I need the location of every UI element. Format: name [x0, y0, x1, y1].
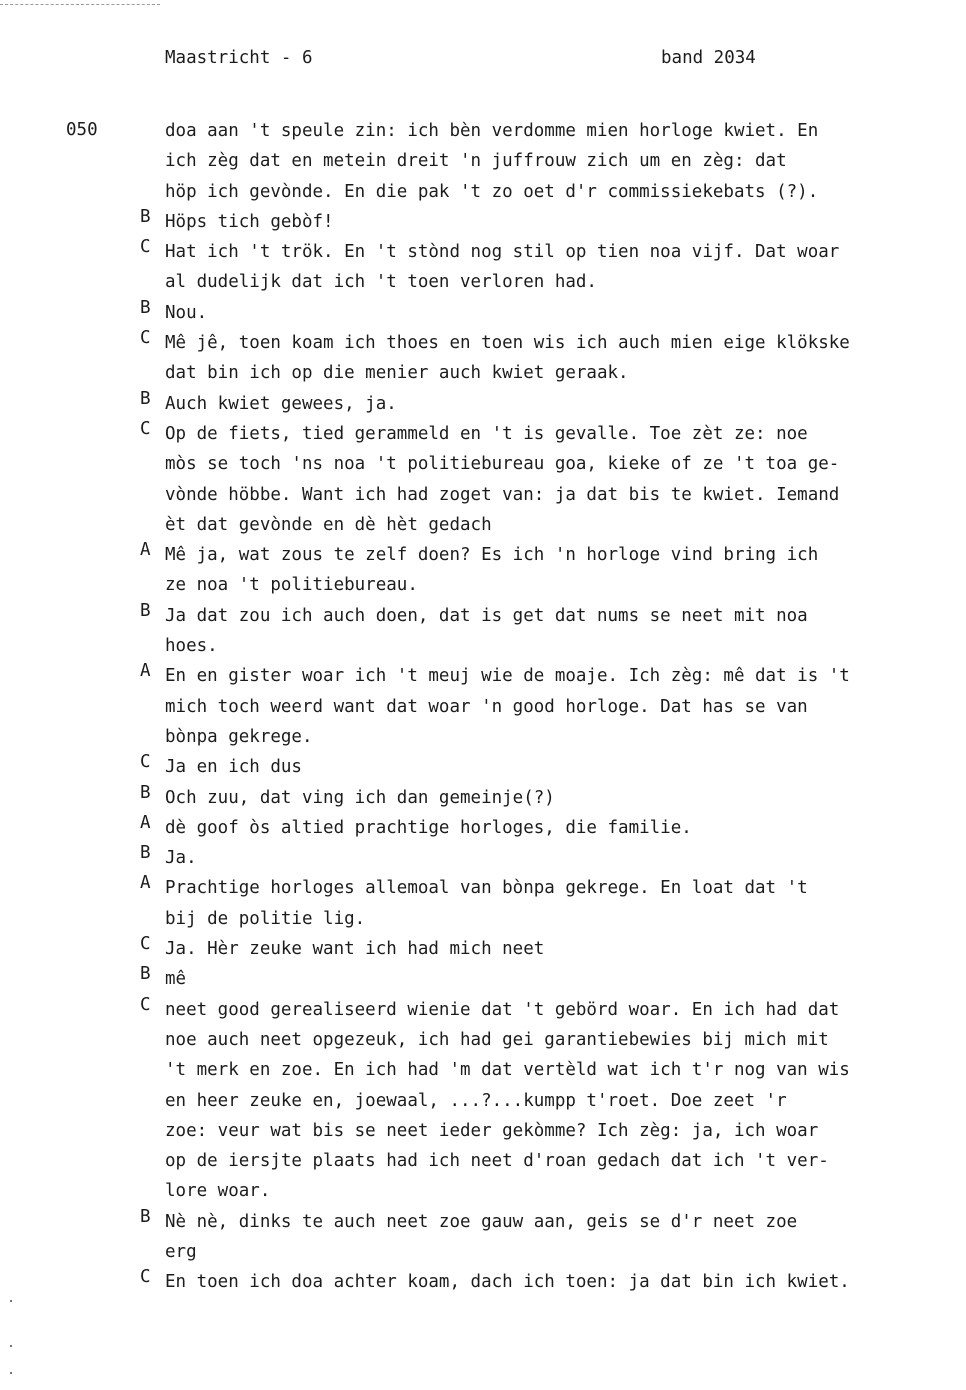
- transcript-line: Höps tich gebòf!: [165, 211, 334, 232]
- transcript-line: 't merk en zoe. En ich had 'm dat vertèld wat ich t'r nog van wis: [165, 1060, 850, 1081]
- transcript-line: zoe: veur wat bis se neet ieder gekòmme? Ich zèg: ja, ich woar: [165, 1120, 819, 1141]
- transcript-line: Mê jê, toen koam ich thoes en toen wis ich auch mien eige klökske: [165, 333, 850, 354]
- speaker-label: C: [140, 237, 151, 258]
- speaker-label: C: [140, 418, 151, 439]
- transcript-line: lore woar.: [165, 1181, 271, 1202]
- transcript-line: Nè nè, dinks te auch neet zoe gauw aan, geis se d'r neet zoe: [165, 1211, 798, 1232]
- transcript-line: bij de politie lig.: [165, 908, 366, 929]
- dialogue-turn: [0, 328, 966, 389]
- dialogue-turn: [0, 873, 966, 934]
- transcript-line: dat bin ich op die menier auch kwiet geraak.: [165, 363, 629, 384]
- transcript-line: noe auch neet opgezeuk, ich had gei garantiebewies bij mich mit: [165, 1029, 829, 1050]
- speaker-label: B: [140, 782, 151, 803]
- speaker-label: C: [140, 934, 151, 955]
- transcript-line: Ja dat zou ich auch doen, dat is get dat nums se neet mit noa: [165, 605, 808, 626]
- speaker-label: A: [140, 661, 151, 682]
- transcript-line: dè goof òs altied prachtige horloges, die familie.: [165, 817, 692, 838]
- dialogue-turn: [0, 298, 966, 328]
- band-number: band 2034: [661, 48, 756, 68]
- speaker-label: B: [140, 206, 151, 227]
- speaker-label: C: [140, 328, 151, 349]
- speaker-label: B: [140, 964, 151, 985]
- dialogue-turn: [0, 237, 966, 298]
- transcript-line: Ja.: [165, 848, 197, 869]
- dialogue-turn: [0, 934, 966, 964]
- margin-mark: [10, 1345, 12, 1347]
- transcript-line: Ja. Hèr zeuke want ich had mich neet: [165, 939, 545, 960]
- speaker-label: A: [140, 540, 151, 561]
- dialogue-turn: [0, 964, 966, 994]
- transcript-line: Ja en ich dus: [165, 757, 302, 778]
- transcript-line: doa aan 't speule zin: ich bèn verdomme mien horloge kwiet. En: [165, 121, 819, 141]
- dialogue-turn: [0, 783, 966, 813]
- dialogue-turn: [0, 813, 966, 843]
- top-edge-mark: [0, 4, 160, 5]
- dialogue-turn: [0, 995, 966, 1207]
- transcript-line: Auch kwiet gewees, ja.: [165, 393, 397, 414]
- dialogue-turn: [0, 540, 966, 601]
- speaker-label: A: [140, 873, 151, 894]
- dialogue-turn: [0, 843, 966, 873]
- transcript-line: mòs se toch 'ns noa 't politiebureau goa, kieke of ze 't toa ge-: [165, 454, 840, 475]
- transcript-line: Mê ja, wat zous te zelf doen? Es ich 'n horloge vind bring ich: [165, 545, 819, 566]
- speaker-label: C: [140, 994, 151, 1015]
- transcript-line: op de iersjte plaats had ich neet d'roan gedach dat ich 't ver-: [165, 1151, 829, 1172]
- speaker-label: B: [140, 1206, 151, 1227]
- dialogue-turn: [0, 116, 966, 207]
- speaker-label: C: [140, 752, 151, 773]
- transcript-line: neet good gerealiseerd wienie dat 't gebörd woar. En ich had dat: [165, 999, 840, 1020]
- dialogue-turn: [0, 207, 966, 237]
- transcript-line: höp ich gevònde. En die pak 't zo oet d'r commissiekebats (?).: [165, 181, 819, 202]
- transcript-line: Och zuu, dat ving ich dan gemeinje(?): [165, 787, 555, 808]
- speaker-label: B: [140, 600, 151, 621]
- transcript-line: Prachtige horloges allemoal van bònpa gekrege. En loat dat 't: [165, 878, 808, 899]
- dialogue-turn: [0, 661, 966, 752]
- transcript-line: En toen ich doa achter koam, dach ich toen: ja dat bin ich kwiet.: [165, 1272, 850, 1293]
- transcript-body: [0, 116, 966, 1298]
- dialogue-turn: [0, 419, 966, 540]
- speaker-label: B: [140, 843, 151, 864]
- transcript-line: al dudelijk dat ich 't toen verloren had.: [165, 272, 597, 293]
- tape-counter: 050: [66, 120, 98, 140]
- document-title: Maastricht - 6: [165, 48, 313, 68]
- transcript-line: erg: [165, 1241, 197, 1262]
- transcript-line: Op de fiets, tied gerammeld en 't is gevalle. Toe zèt ze: noe: [165, 423, 808, 444]
- transcript-line: En en gister woar ich 't meuj wie de moaje. Ich zèg: mê dat is 't: [165, 666, 850, 687]
- transcript-line: ze noa 't politiebureau.: [165, 575, 418, 596]
- transcript-line: Nou.: [165, 302, 208, 323]
- transcript-line: hoes.: [165, 636, 218, 657]
- speaker-label: A: [140, 812, 151, 833]
- transcript-line: en heer zeuke en, joewaal, ...?...kumpp t'roet. Doe zeet 'r: [165, 1090, 787, 1111]
- dialogue-turn: [0, 752, 966, 782]
- transcript-line: ich zèg dat en metein dreit 'n juffrouw zich um en zèg: dat: [165, 151, 787, 172]
- speaker-label: B: [140, 297, 151, 318]
- transcript-line: vònde höbbe. Want ich had zoget van: ja dat bis te kwiet. Iemand: [165, 484, 840, 505]
- transcript-line: Hat ich 't trök. En 't stònd nog stil op tien noa vijf. Dat woar: [165, 242, 840, 263]
- transcript-line: èt dat gevònde en dè hèt gedach: [165, 514, 492, 535]
- dialogue-turn: [0, 389, 966, 419]
- dialogue-turn: [0, 1207, 966, 1268]
- speaker-label: C: [140, 1267, 151, 1288]
- margin-mark: [10, 1300, 12, 1302]
- dialogue-turn: [0, 1267, 966, 1297]
- transcript-line: bònpa gekrege.: [165, 726, 313, 747]
- speaker-label: B: [140, 388, 151, 409]
- transcript-line: mê: [165, 969, 187, 990]
- dialogue-turn: [0, 601, 966, 662]
- transcript-line: mich toch weerd want dat woar 'n good horloge. Dat has se van: [165, 696, 808, 717]
- margin-mark: [10, 1372, 12, 1374]
